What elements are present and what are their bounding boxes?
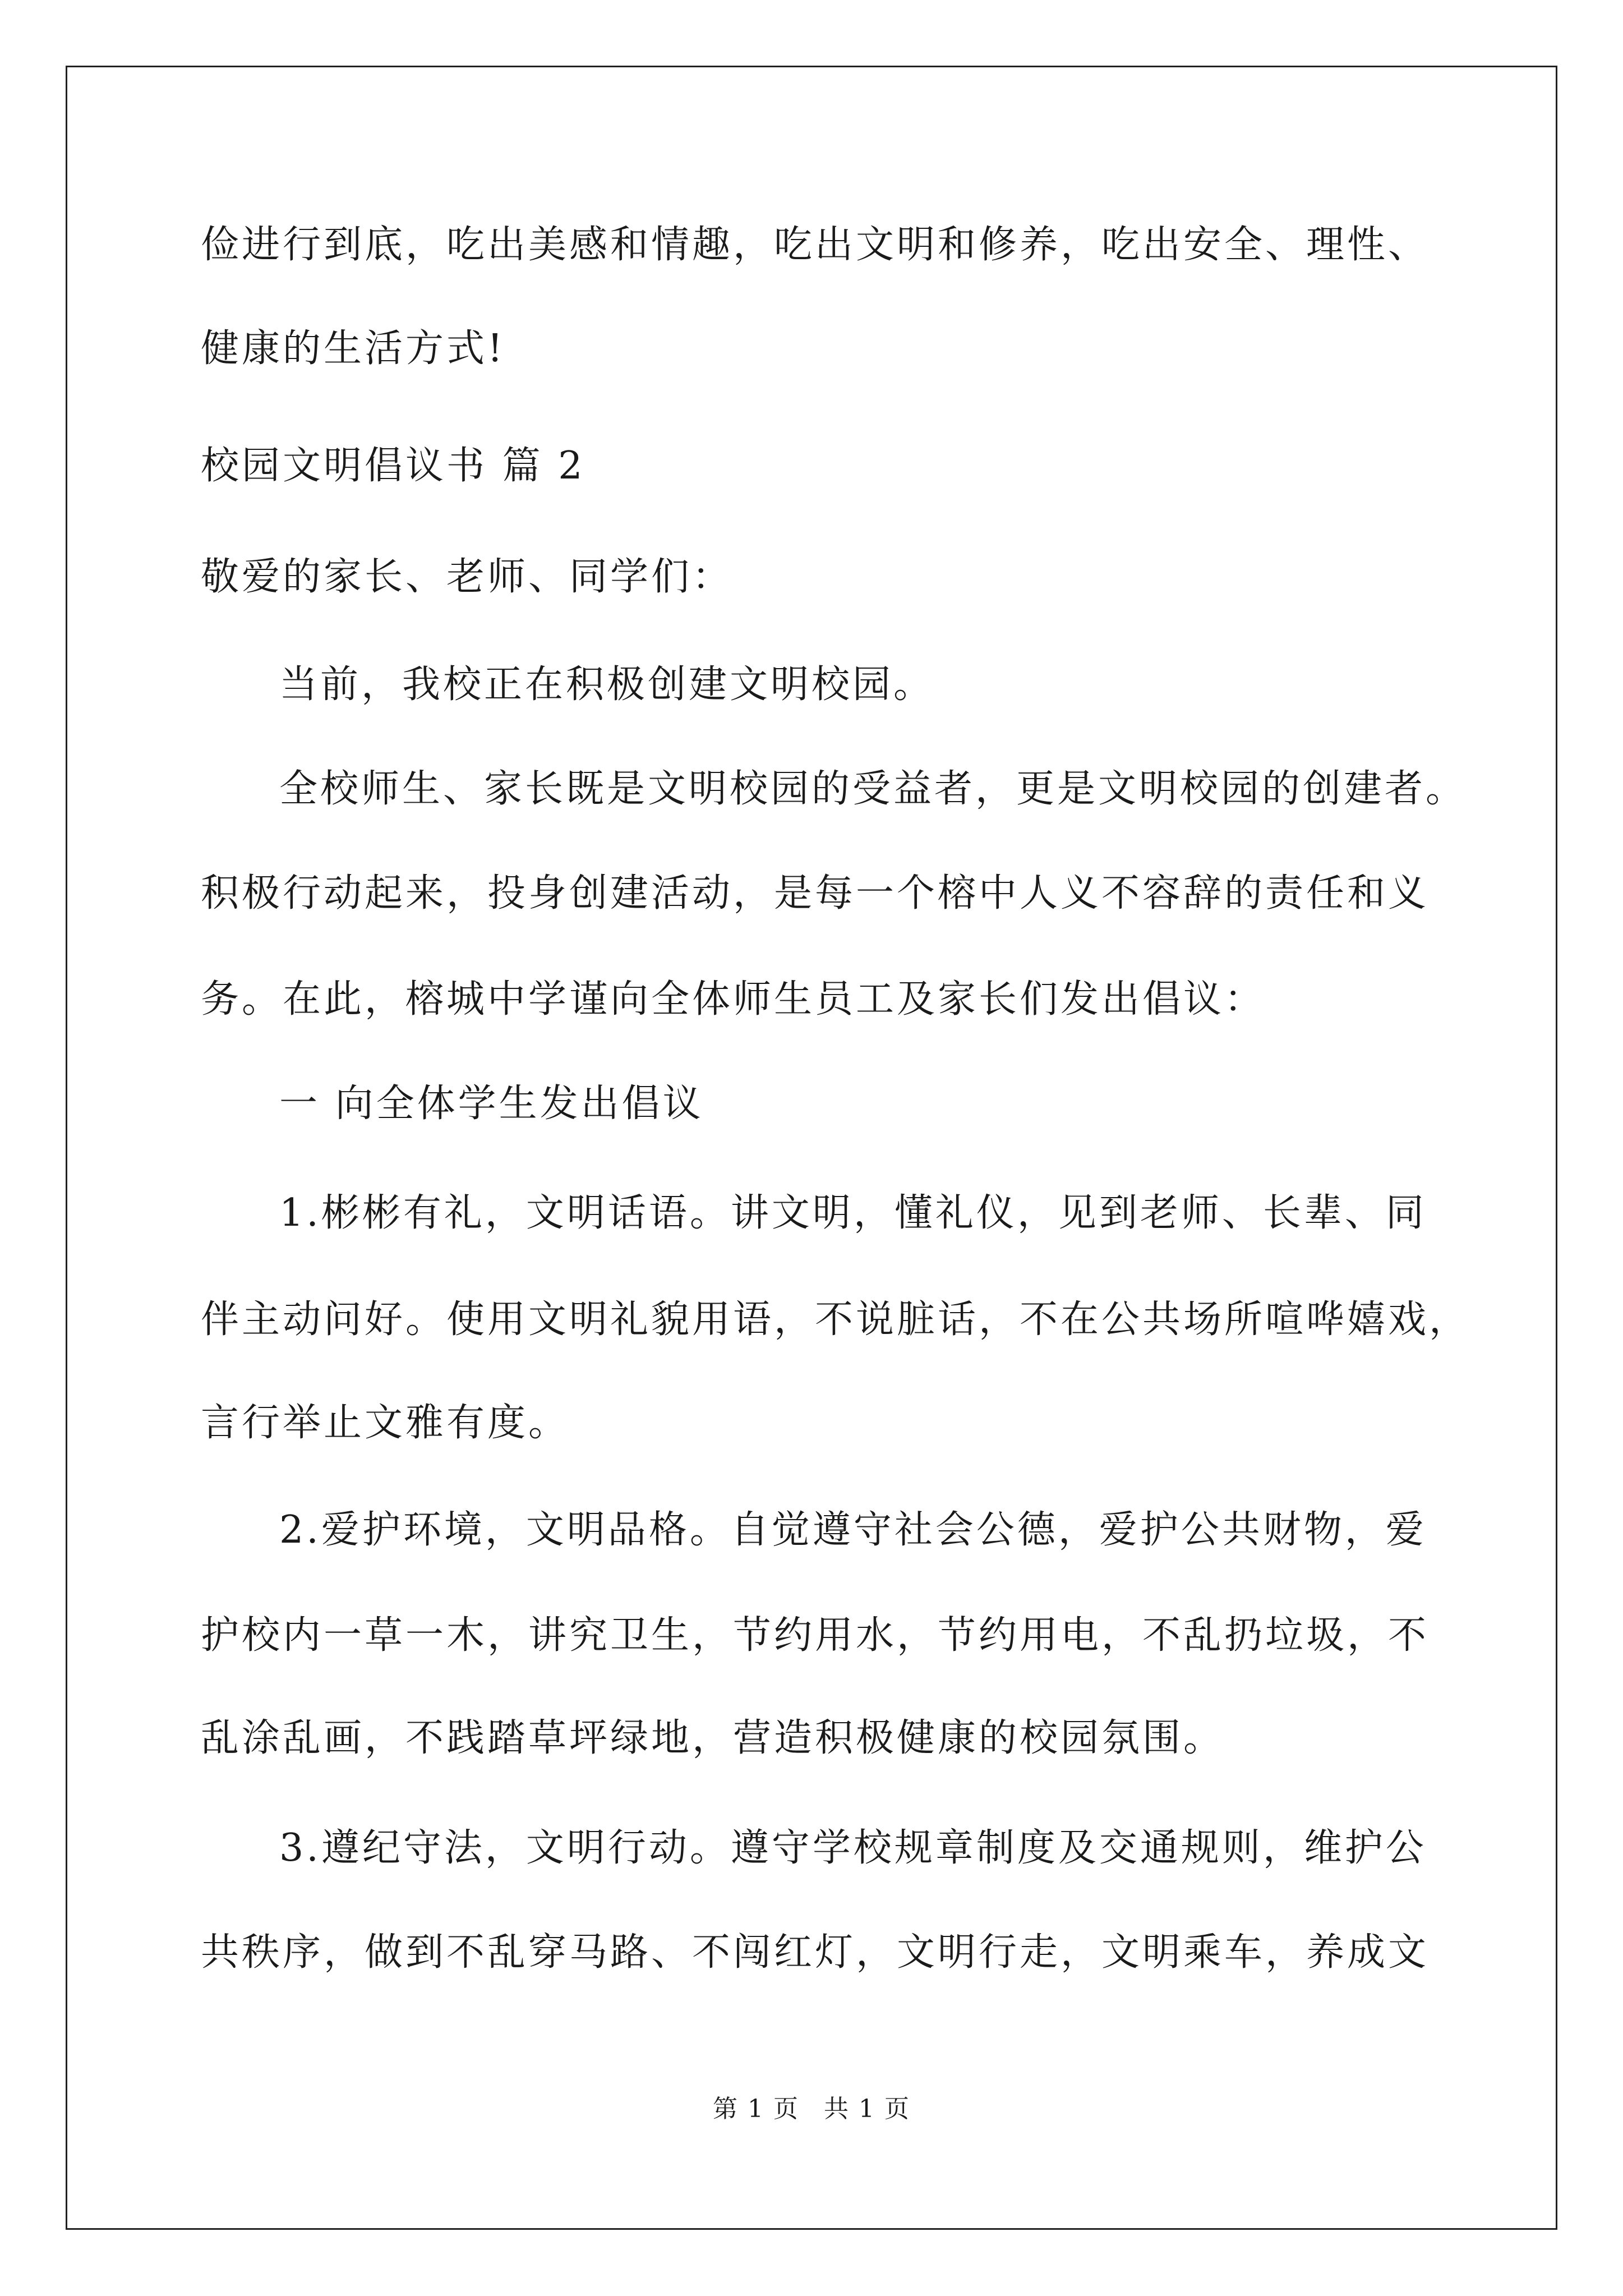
section-heading: 校园文明倡议书 篇 2 [201, 444, 585, 488]
list-item-line: 护校内一草一木，讲究卫生，节约用水，节约用电，不乱扔垃圾，不 [201, 1613, 1430, 1658]
paragraph-line: 务。在此，榕城中学谨向全体师生员工及家长们发出倡议： [201, 977, 1266, 1022]
list-item-line: 3.遵纪守法，文明行动。遵守学校规章制度及交通规则，维护公 [279, 1826, 1427, 1870]
salutation: 敬爱的家长、老师、同学们： [201, 555, 734, 599]
page-total: 共 1 页 [824, 2095, 910, 2123]
paragraph-line: 当前，我校正在积极创建文明校园。 [279, 662, 935, 707]
subsection-heading: 一 向全体学生发出倡议 [279, 1082, 704, 1126]
paragraph-line: 俭进行到底，吃出美感和情趣，吃出文明和修养，吃出安全、理性、 [201, 223, 1430, 267]
paragraph-line: 积极行动起来，投身创建活动，是每一个榕中人义不容辞的责任和义 [201, 871, 1430, 915]
page-footer [0, 2092, 1623, 2126]
page-number: 第 1 页 [713, 2095, 799, 2123]
paragraph-line: 全校师生、家长既是文明校园的受益者，更是文明校园的创建者。 [279, 767, 1467, 811]
paragraph-line: 健康的生活方式! [201, 326, 506, 371]
list-item-line: 共秩序，做到不乱穿马路、不闯红灯，文明行走，文明乘车，养成文 [201, 1930, 1430, 1975]
list-item-line: 1.彬彬有礼，文明话语。讲文明，懂礼仪，见到老师、长辈、同 [279, 1191, 1427, 1235]
list-item-line: 言行举止文雅有度。 [201, 1401, 570, 1445]
list-item-line: 乱涂乱画，不践踏草坪绿地，营造积极健康的校园氛围。 [201, 1716, 1225, 1760]
page-border [66, 66, 1557, 2230]
list-item-line: 伴主动问好。使用文明礼貌用语，不说脏话，不在公共场所喧哗嬉戏， [201, 1297, 1470, 1342]
list-item-line: 2.爱护环境，文明品格。自觉遵守社会公德，爱护公共财物，爱 [279, 1508, 1427, 1552]
